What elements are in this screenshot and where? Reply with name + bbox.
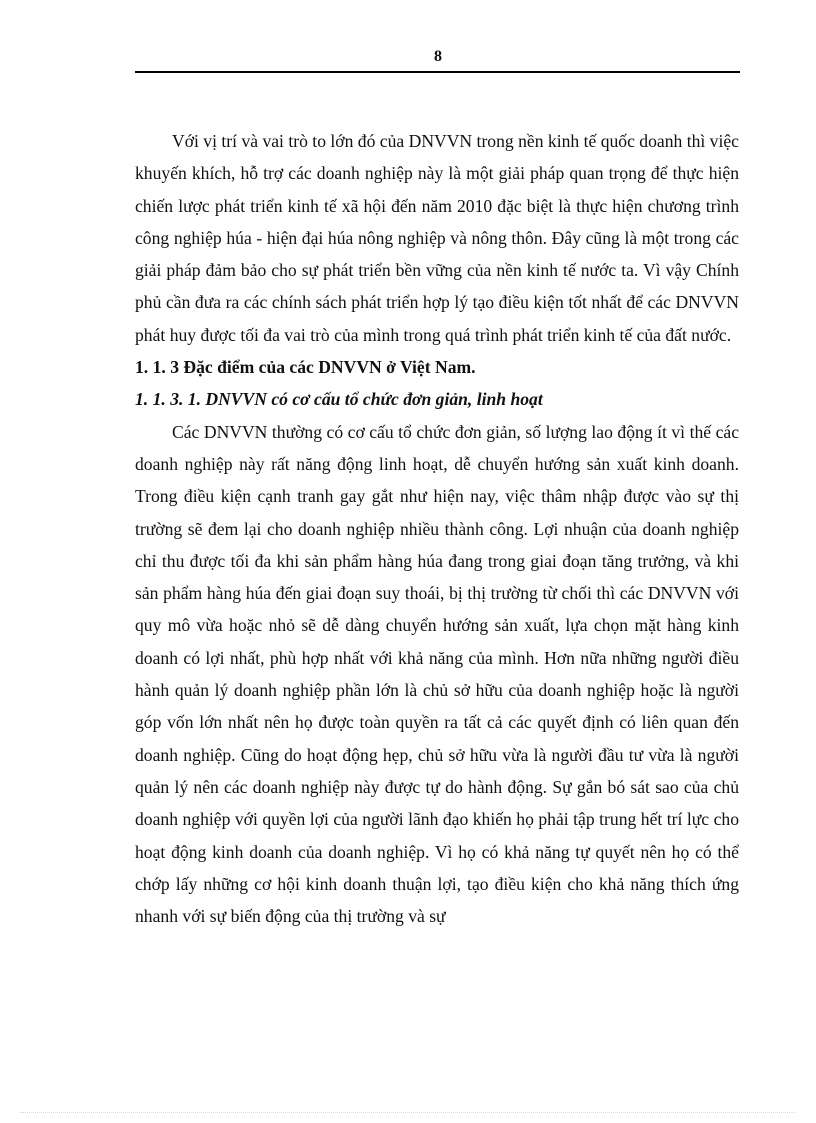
body-paragraph: Các DNVVN thường có cơ cấu tổ chức đơn giản, số lượng lao động ít vì thế các doanh nghiệp này rất năng động linh hoạt, dễ chuyển hướng sản xuất kinh doanh. Trong điều kiện cạnh tranh gay gắt như hiện nay, việc thâm nhập được vào sự thị trường sẽ đem lại cho doanh nghiệp nhiều thành công. Lợi nhuận của doanh nghiệp chỉ thu được tối đa khi sản phẩm hàng húa đang trong giai đoạn tăng trưởng, và khi sản phẩm hàng húa đến giai đoạn suy thoái, bị thị trường từ chối thì các DNVVN với quy mô vừa hoặc nhỏ sẽ dễ dàng chuyển hướng sản xuất, lựa chọn mặt hàng kinh doanh có lợi nhất, phù hợp nhất với khả năng của mình. Hơn nữa những người điều hành quản lý doanh nghiệp phần lớn là chủ sở hữu của doanh nghiệp hoặc là người góp vốn lớn nhất nên họ được toàn quyền ra tất cả các quyết định có liên quan đến doanh nghiệp. Cũng do hoạt động hẹp, chủ sở hữu vừa là người đầu tư vừa là người quản lý nên các doanh nghiệp này được tự do hành động. Sự gắn bó sát sao của chủ doanh nghiệp với quyền lợi của người lãnh đạo khiến họ phải tập trung hết trí lực cho hoạt động kinh doanh của doanh nghiệp. Vì họ có khả năng tự quyết nên họ có thể chớp lấy những cơ hội kinh doanh thuận lợi, tạo điều kiện cho khả năng thích ứng nhanh với sự biến động của thị trường và sự [135,421,739,927]
section-heading: 1. 1. 3 Đặc điểm của các DNVVN ở Việt Nam. [135,357,476,378]
page-bottom-border [20,1112,796,1113]
page-content [135,125,739,932]
header-rule [135,71,740,73]
subsection-heading: 1. 1. 3. 1. DNVVN có cơ cấu tổ chức đơn giản, linh hoạt [135,389,543,410]
page-number: 8 [434,48,442,65]
body-paragraph: Với vị trí và vai trò to lớn đó của DNVVN trong nền kinh tế quốc doanh thì việc khuyến khích, hỗ trợ các doanh nghiệp này là một giải pháp quan trọng để thực hiện chiến lược phát triển kinh tế xã hội đến năm 2010 đặc biệt là thực hiện chương trình công nghiệp húa - hiện đại húa nông nghiệp và nông thôn. Đây cũng là một trong các giải pháp đảm bảo cho sự phát triển bền vững của nền kinh tế nước ta. Vì vậy Chính phủ cần đưa ra các chính sách phát triển hợp lý tạo điều kiện tốt nhất để các DNVVN phát huy được tối đa vai trò của mình trong quá trình phát triển kinh tế của đất nước. [135,131,739,345]
